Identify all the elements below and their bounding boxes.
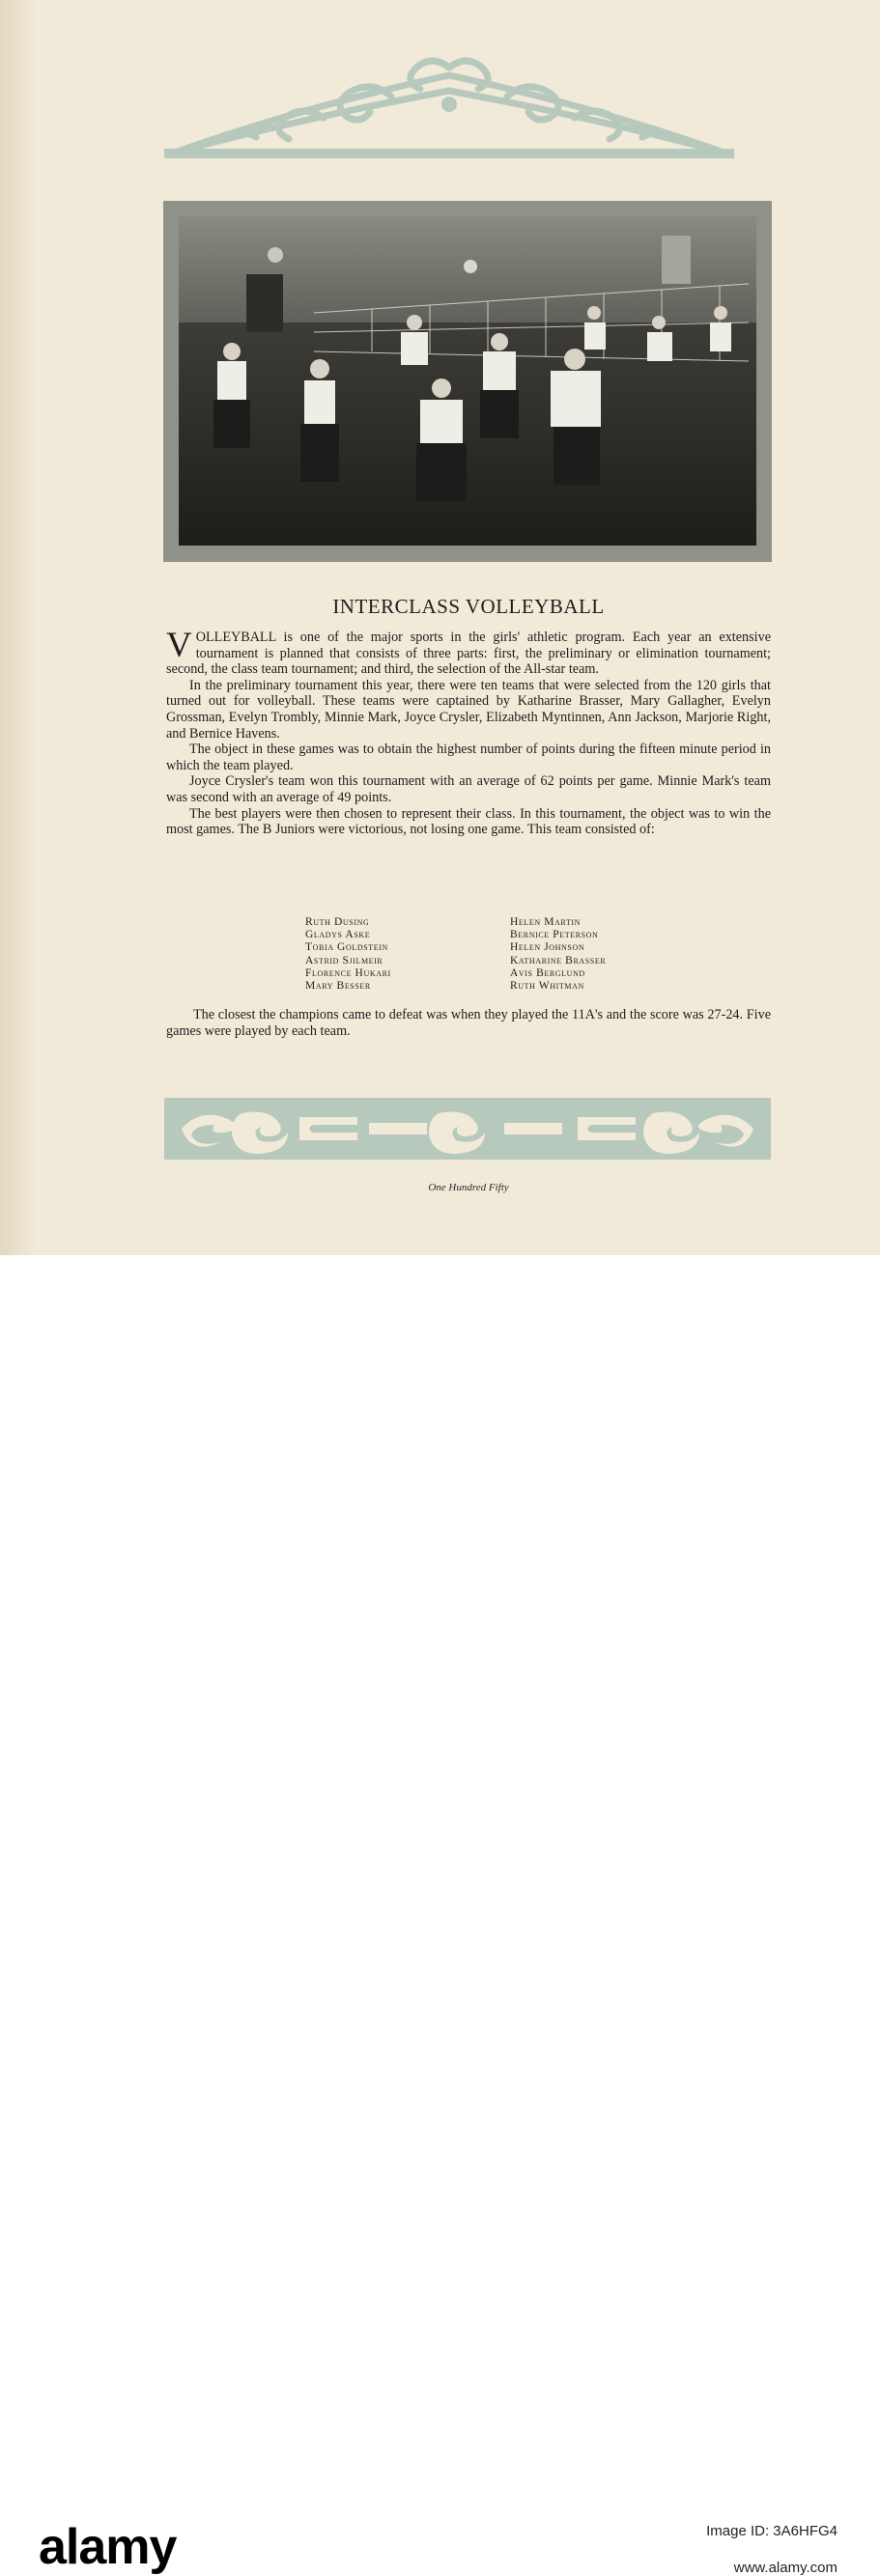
site-url: www.alamy.com: [733, 2560, 837, 2576]
yearbook-page: [0, 0, 880, 1255]
roster-name: Mary Besser: [305, 980, 371, 993]
closing-paragraph: The closest the champions came to defeat was when they played the 11A's and the score was 27-24. Five games were played by each team.: [166, 1007, 771, 1039]
volleyball-game-photo: [179, 216, 756, 546]
roster-name: Helen Johnson: [510, 941, 585, 954]
paragraph-4: Joyce Crysler's team won this tournament with an average of 62 points per game. Minnie Mark's team was second with an average of 49 points.: [166, 773, 771, 805]
roster-name: Avis Berglund: [510, 966, 585, 979]
paragraph-2: In the preliminary tournament this year, there were ten teams that were selected from the 120 girls that turned out for volleyball. These teams were captained by Katharine Brasser, Mary Gallagher, Evelyn Grossman, Evelyn Trombly, Minnie Mark, Joyce Crysler, Elizabeth Myntinnen, Ann Jackson, Marjorie Right, and Bernice Havens.: [166, 677, 771, 742]
paragraph-1: VOLLEYBALL is one of the major sports in the girls' athletic program. Each year an extensive tournament is planned that consists of three parts: first, the preliminary or elimination tournament; second, the class team tournament; and third, the selection of the All-star team.: [166, 626, 771, 678]
page-number: One Hundred Fifty: [428, 1182, 509, 1193]
roster-name: Florence Hukari: [305, 966, 391, 979]
roster-name: Gladys Aske: [305, 929, 371, 941]
gym-scene: [179, 216, 756, 546]
article-body: [166, 626, 771, 838]
roster-left-column: [305, 916, 391, 993]
roster-name: Astrid Sjilmeir: [305, 954, 383, 966]
stock-footer: [0, 1255, 880, 2576]
roster-name: Bernice Peterson: [510, 929, 599, 941]
roster-name: Helen Martin: [510, 916, 582, 928]
scroll-ornament-top: [159, 48, 739, 164]
paragraph-3: The object in these games was to obtain the highest number of points during the fifteen minute period in which the team played.: [166, 742, 771, 773]
alamy-logo: alamy: [39, 2519, 177, 2575]
roster-name: Ruth Dusing: [305, 916, 370, 928]
photo-frame: [163, 201, 772, 562]
roster-right-column: [510, 916, 606, 993]
image-id: Image ID: 3A6HFG4: [706, 2523, 837, 2539]
scroll-ornament-bottom: [164, 1098, 771, 1160]
article-title: INTERCLASS VOLLEYBALL: [332, 595, 605, 618]
roster-name: Katharine Brasser: [510, 954, 607, 966]
roster-name: Tobia Goldstein: [305, 941, 388, 954]
paragraph-5: The best players were then chosen to represent their class. In this tournament, the object was to win the most games. The B Juniors were victorious, not losing one game. This team consisted of:: [166, 805, 771, 838]
roster-name: Ruth Whitman: [510, 980, 584, 993]
drop-cap: V: [166, 626, 192, 665]
